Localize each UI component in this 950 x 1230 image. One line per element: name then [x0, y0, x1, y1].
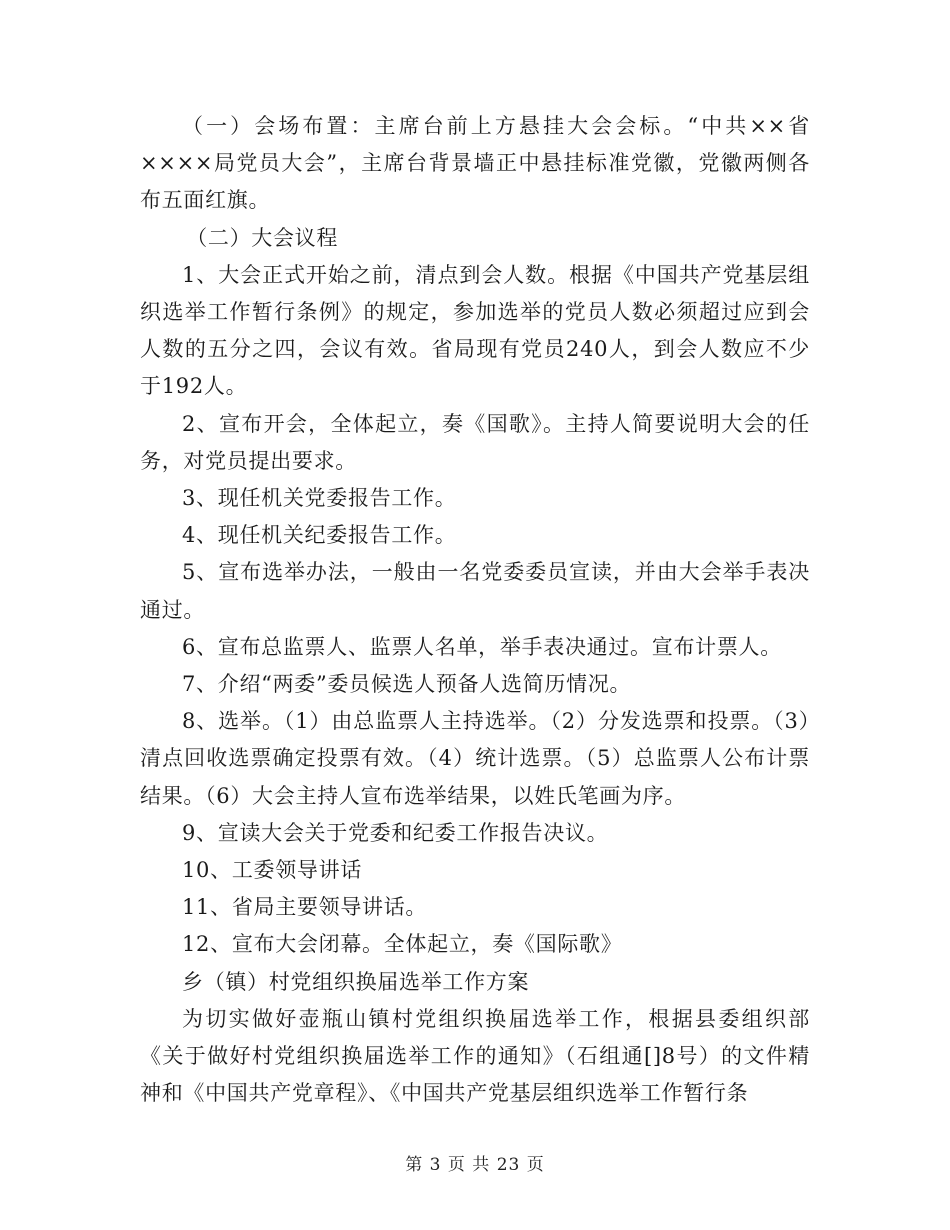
document-body	[140, 108, 810, 1112]
agenda-item-10: 10、工委领导讲话	[182, 858, 363, 883]
agenda-item-1: 1、大会正式开始之前，清点到会人数。根据《中国共产党基层组织选举工作暂行条例》的规定，参加选举的党员人数必须超过应到会人数的五分之四，会议有效。省局现有党员240人，到会人数应不少于192人。	[140, 262, 810, 399]
page-number-footer: 第 3 页 共 23 页	[405, 1155, 545, 1175]
agenda-item-2: 2、宣布开会，全体起立，奏《国歌》。主持人简要说明大会的任务，对党员提出要求。	[140, 411, 810, 473]
agenda-item-7: 7、介绍“两委”委员候选人预备人选简历情况。	[182, 672, 632, 697]
section-title-election-plan: 乡（镇）村党组织换届选举工作方案	[182, 969, 530, 994]
agenda-item-6: 6、宣布总监票人、监票人名单，举手表决通过。宣布计票人。	[182, 634, 782, 659]
agenda-item-5: 5、宣布选举办法，一般由一名党委委员宣读，并由大会举手表决通过。	[140, 560, 810, 622]
agenda-item-11: 11、省局主要领导讲话。	[182, 895, 428, 920]
agenda-item-9: 9、宣读大会关于党委和纪委工作报告决议。	[182, 820, 609, 845]
paragraph-venue-layout: （一）会场布置：主席台前上方悬挂大会会标。“中共××省××××局党员大会”，主席台背景墙正中悬挂标准党徽，党徽两侧各布五面红旗。	[140, 114, 810, 213]
paragraph-election-plan-intro: 为切实做好壶瓶山镇村党组织换届选举工作，根据县委组织部《关于做好村党组织换届选举工作的通知》（石组通[]8号）的文件精神和《中国共产党章程》、《中国共产党基层组织选举工作暂行条	[140, 1006, 810, 1106]
agenda-item-4: 4、现任机关纪委报告工作。	[182, 523, 457, 548]
section-heading-agenda: （二）大会议程	[186, 225, 339, 250]
agenda-item-3: 3、现任机关党委报告工作。	[182, 486, 457, 511]
agenda-item-8: 8、选举。（1）由总监票人主持选举。（2）分发选票和投票。（3）清点回收选票确定投票有效。（4）统计选票。（5）总监票人公布计票结果。（6）大会主持人宣布选举结果，以姓氏笔画为序。	[140, 709, 810, 808]
agenda-item-12: 12、宣布大会闭幕。全体起立，奏《国际歌》	[182, 932, 623, 957]
